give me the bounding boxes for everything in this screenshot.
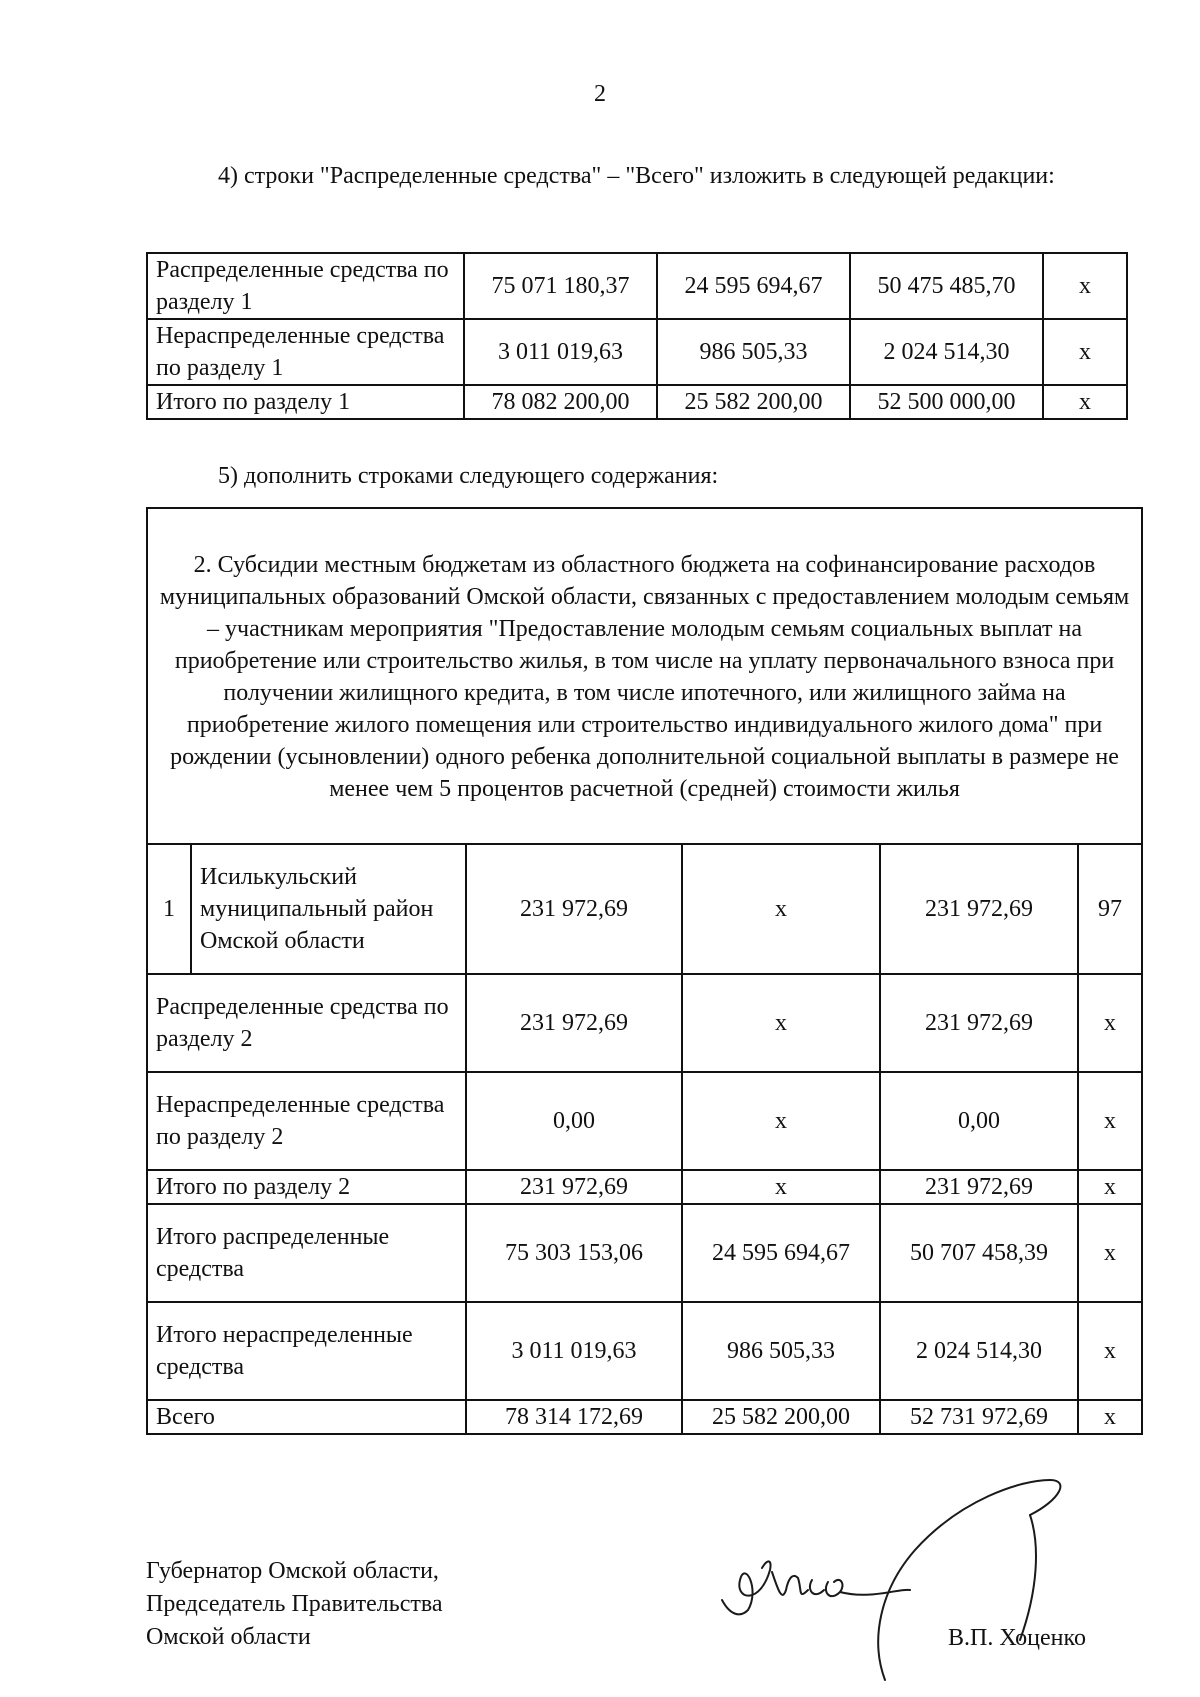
cell-value: 0,00 [880, 1072, 1078, 1170]
cell-value: 231 972,69 [880, 844, 1078, 974]
cell-value: x [1078, 1400, 1142, 1434]
row-label: Распределенные средства по разделу 2 [147, 974, 466, 1072]
row-label: Нераспределенные средства по разделу 1 [147, 319, 464, 385]
distribution-table-section-2 [146, 507, 1143, 1435]
cell-value: 50 707 458,39 [880, 1204, 1078, 1302]
table-row [147, 1204, 1142, 1302]
cell-value: 52 500 000,00 [850, 385, 1043, 419]
cell-value: x [1078, 1170, 1142, 1204]
row-label: Нераспределенные средства по разделу 2 [147, 1072, 466, 1170]
section-2-title: 2. Субсидии местным бюджетам из областного бюджета на софинансирование расходов муниципальных образований Омской области, связанных с предоставлением молодым семьям – участникам мероприятия "Предоставление молодым семьям социальных выплат на приобретение или строительство жилья, в том числе на уплату первоначального взноса при получении жилищного кредита, в том числе ипотечного, или жилищного займа на приобретение жилого помещения или строительство индивидуального жилого дома" при рождении (усыновлении) одного ребенка дополнительной социальной выплаты в размере не менее чем 5 процентов расчетной (средней) стоимости жилья [147, 508, 1142, 844]
cell-value: 986 505,33 [682, 1302, 880, 1400]
row-label: Итого по разделу 2 [147, 1170, 466, 1204]
item-5-paragraph: 5) дополнить строками следующего содержания: [218, 463, 719, 489]
table-row [147, 1400, 1142, 1434]
cell-value: 25 582 200,00 [682, 1400, 880, 1434]
row-label: Исилькульский муниципальный район Омской области [191, 844, 466, 974]
row-label: Итого распределенные средства [147, 1204, 466, 1302]
cell-value: 24 595 694,67 [657, 253, 850, 319]
table-row [147, 253, 1127, 319]
row-label: Итого по разделу 1 [147, 385, 464, 419]
position-line: Председатель Правительства [146, 1591, 443, 1617]
cell-value: 25 582 200,00 [657, 385, 850, 419]
table-row [147, 844, 1142, 974]
table-row [147, 974, 1142, 1072]
cell-value: x [1043, 385, 1127, 419]
cell-value: 986 505,33 [657, 319, 850, 385]
signer-name: В.П. Хоценко [948, 1625, 1086, 1651]
cell-value: x [682, 1170, 880, 1204]
cell-value: 78 082 200,00 [464, 385, 657, 419]
cell-value: 24 595 694,67 [682, 1204, 880, 1302]
item-4-paragraph: 4) строки "Распределенные средства" – "Всего" изложить в следующей редакции: [218, 163, 1055, 189]
cell-value: x [1043, 319, 1127, 385]
cell-value: 78 314 172,69 [466, 1400, 682, 1434]
row-label: Всего [147, 1400, 466, 1434]
table-row [147, 1072, 1142, 1170]
cell-value: 231 972,69 [466, 1170, 682, 1204]
cell-value: 2 024 514,30 [850, 319, 1043, 385]
cell-value: x [1078, 1204, 1142, 1302]
cell-value: 231 972,69 [466, 974, 682, 1072]
distribution-table-section-1 [146, 252, 1128, 420]
section-title-row [147, 508, 1142, 844]
cell-value: 231 972,69 [880, 974, 1078, 1072]
table-row [147, 1302, 1142, 1400]
cell-value: 75 071 180,37 [464, 253, 657, 319]
signatory-position [146, 1555, 443, 1654]
cell-value: x [1043, 253, 1127, 319]
row-number: 1 [147, 844, 191, 974]
position-line: Омской области [146, 1624, 311, 1650]
cell-value: 231 972,69 [880, 1170, 1078, 1204]
cell-value: x [682, 1072, 880, 1170]
cell-value: 52 731 972,69 [880, 1400, 1078, 1434]
cell-value: x [1078, 1072, 1142, 1170]
cell-value: 97 [1078, 844, 1142, 974]
cell-value: 3 011 019,63 [464, 319, 657, 385]
table-row [147, 319, 1127, 385]
cell-value: x [682, 844, 880, 974]
position-line: Губернатор Омской области, [146, 1558, 439, 1584]
row-label: Распределенные средства по разделу 1 [147, 253, 464, 319]
cell-value: 3 011 019,63 [466, 1302, 682, 1400]
cell-value: x [1078, 974, 1142, 1072]
page-number: 2 [594, 81, 606, 107]
cell-value: x [682, 974, 880, 1072]
cell-value: 50 475 485,70 [850, 253, 1043, 319]
cell-value: 2 024 514,30 [880, 1302, 1078, 1400]
cell-value: x [1078, 1302, 1142, 1400]
table-row [147, 385, 1127, 419]
table-row [147, 1170, 1142, 1204]
row-label: Итого нераспределенные средства [147, 1302, 466, 1400]
cell-value: 75 303 153,06 [466, 1204, 682, 1302]
cell-value: 231 972,69 [466, 844, 682, 974]
cell-value: 0,00 [466, 1072, 682, 1170]
